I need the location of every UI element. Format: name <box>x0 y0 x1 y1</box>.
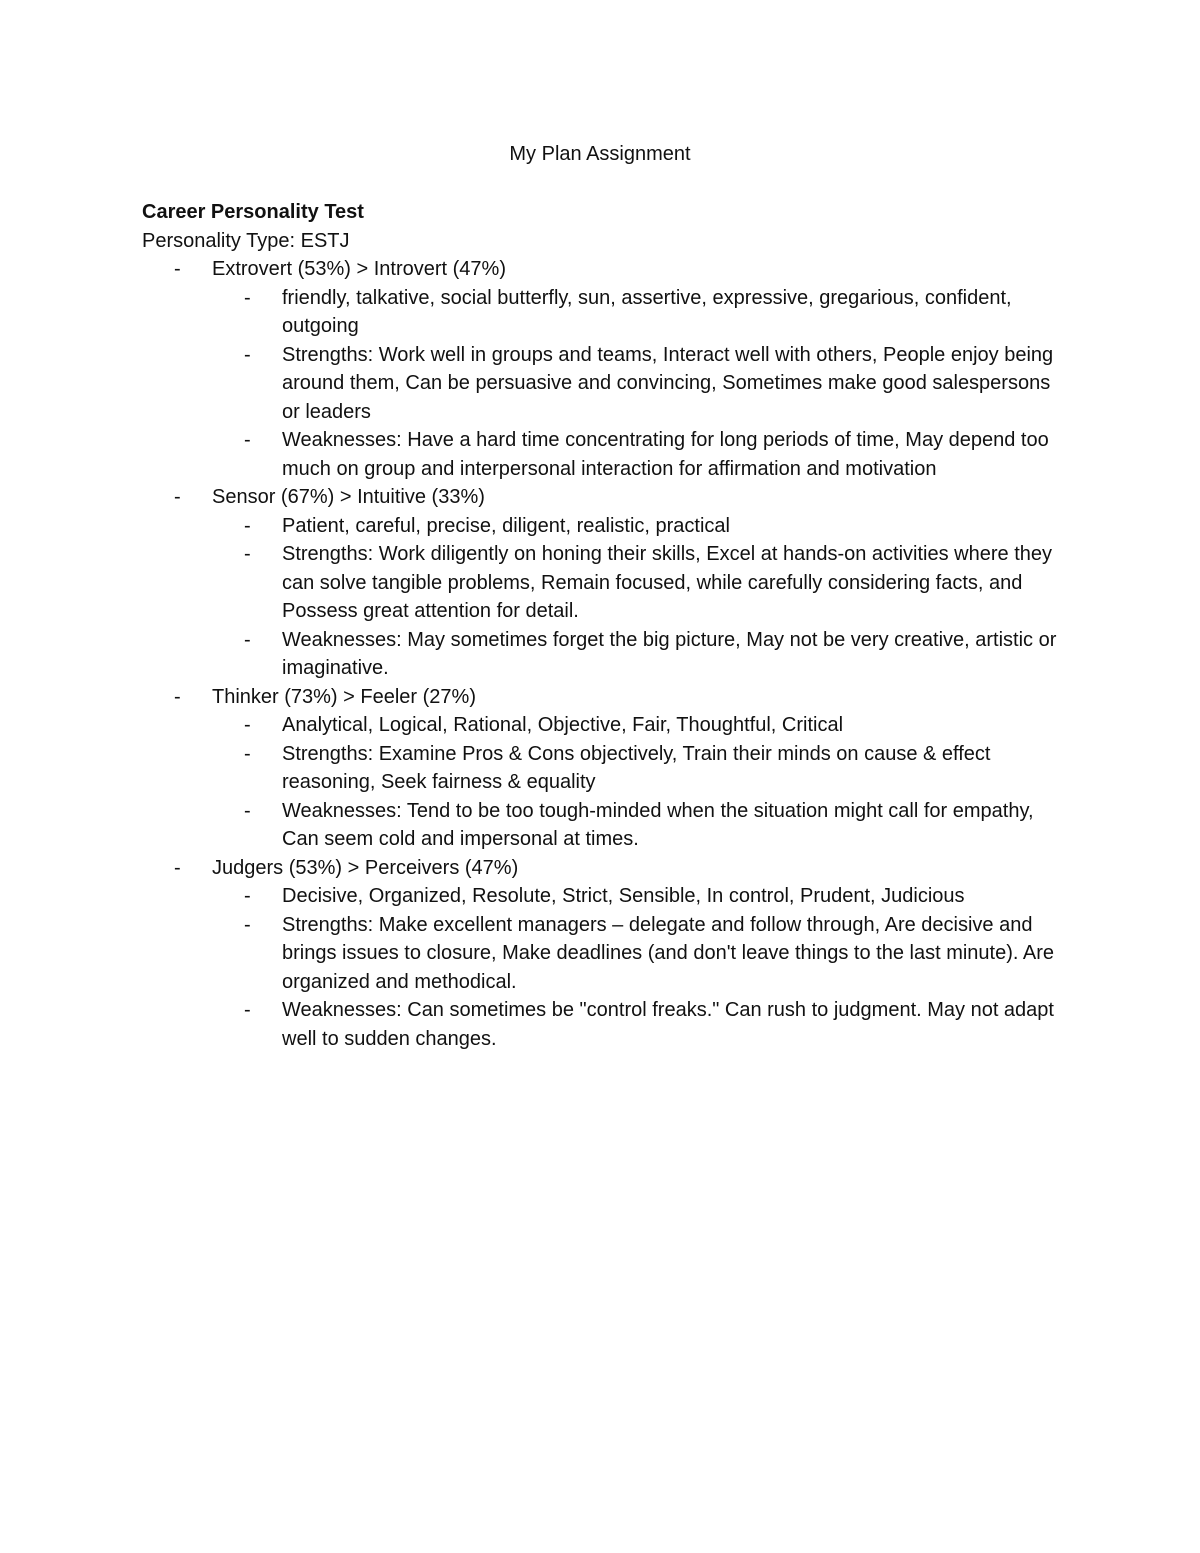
list-item <box>212 740 1072 797</box>
detail-list <box>212 284 1072 484</box>
list-dash: - <box>244 514 251 537</box>
list-item <box>212 882 1072 911</box>
section-heading: Career Personality Test <box>142 201 364 223</box>
dimension-item-sensor <box>142 483 1072 683</box>
detail-list <box>212 882 1072 1053</box>
list-item <box>212 426 1072 483</box>
dimension-heading: Sensor (67%) > Intuitive (33%) <box>212 486 485 508</box>
detail-text: Patient, careful, precise, diligent, realistic, practical <box>282 514 730 537</box>
list-dash: - <box>244 913 251 936</box>
list-dash: - <box>244 628 251 651</box>
dimension-item-thinker <box>142 683 1072 854</box>
detail-text: Weaknesses: May sometimes forget the big picture, May not be very creative, artistic or imaginative. <box>282 628 1057 679</box>
list-item <box>212 626 1072 683</box>
list-dash: - <box>244 999 251 1021</box>
dimension-heading: Extrovert (53%) > Introvert (47%) <box>212 258 506 280</box>
detail-list <box>212 512 1072 683</box>
list-dash: - <box>174 856 181 879</box>
detail-text: Strengths: Examine Pros & Cons objectively, Train their minds on cause & effect reasoning, Seek fairness & equality <box>282 742 991 793</box>
detail-text: Analytical, Logical, Rational, Objective, Fair, Thoughtful, Critical <box>282 714 844 736</box>
list-dash: - <box>244 714 251 736</box>
list-dash: - <box>244 742 251 765</box>
list-item <box>212 797 1072 854</box>
list-item <box>212 284 1072 341</box>
detail-text: Strengths: Work well in groups and teams, Interact well with others, People enjoy being around them, Can be persuasive and convincing, Sometimes make good salespersons or leaders <box>282 343 1054 423</box>
detail-text: Weaknesses: Have a hard time concentrating for long periods of time, May depend too much on group and interpersonal interaction for affirmation and motivation <box>282 429 1049 480</box>
list-dash: - <box>174 685 181 708</box>
detail-text: friendly, talkative, social butterfly, sun, assertive, expressive, gregarious, confident, outgoing <box>282 286 1012 337</box>
personality-type: Personality Type: ESTJ <box>142 229 350 252</box>
list-item <box>212 711 1072 740</box>
detail-text: Decisive, Organized, Resolute, Strict, Sensible, In control, Prudent, Judicious <box>282 885 965 907</box>
list-dash: - <box>244 799 251 822</box>
list-item <box>212 512 1072 541</box>
list-dash: - <box>174 258 181 280</box>
detail-text: Weaknesses: Tend to be too tough-minded when the situation might call for empathy, Can seem cold and impersonal at times. <box>282 799 1034 850</box>
detail-text: Strengths: Make excellent managers – delegate and follow through, Are decisive and brings issues to closure, Make deadlines (and don't leave things to the last minute). Are organized and methodical. <box>282 913 1055 993</box>
list-item <box>212 341 1072 427</box>
document-title: My Plan Assignment <box>509 143 691 165</box>
list-dash: - <box>244 286 251 309</box>
list-item <box>212 911 1072 997</box>
list-dash: - <box>244 885 251 907</box>
list-dash: - <box>174 486 181 508</box>
detail-text: Strengths: Work diligently on honing their skills, Excel at hands-on activities where they can solve tangible problems, Remain focused, while carefully considering facts, and Possess great attention for detail. <box>282 543 1053 622</box>
detail-text: Weaknesses: Can sometimes be "control freaks." Can rush to judgment. May not adapt well to sudden changes. <box>282 999 1054 1050</box>
dimension-item-judgers <box>142 854 1072 1054</box>
list-item <box>212 540 1072 626</box>
list-dash: - <box>244 543 251 565</box>
dimension-heading: Judgers (53%) > Perceivers (47%) <box>212 856 519 879</box>
list-dash: - <box>244 343 251 366</box>
list-item <box>212 996 1072 1053</box>
detail-list <box>212 711 1072 854</box>
list-dash: - <box>244 429 251 451</box>
dimension-item-extrovert <box>142 255 1072 483</box>
dimension-heading: Thinker (73%) > Feeler (27%) <box>212 685 476 708</box>
dimension-list <box>142 255 1072 1053</box>
document-body <box>142 198 1072 1053</box>
